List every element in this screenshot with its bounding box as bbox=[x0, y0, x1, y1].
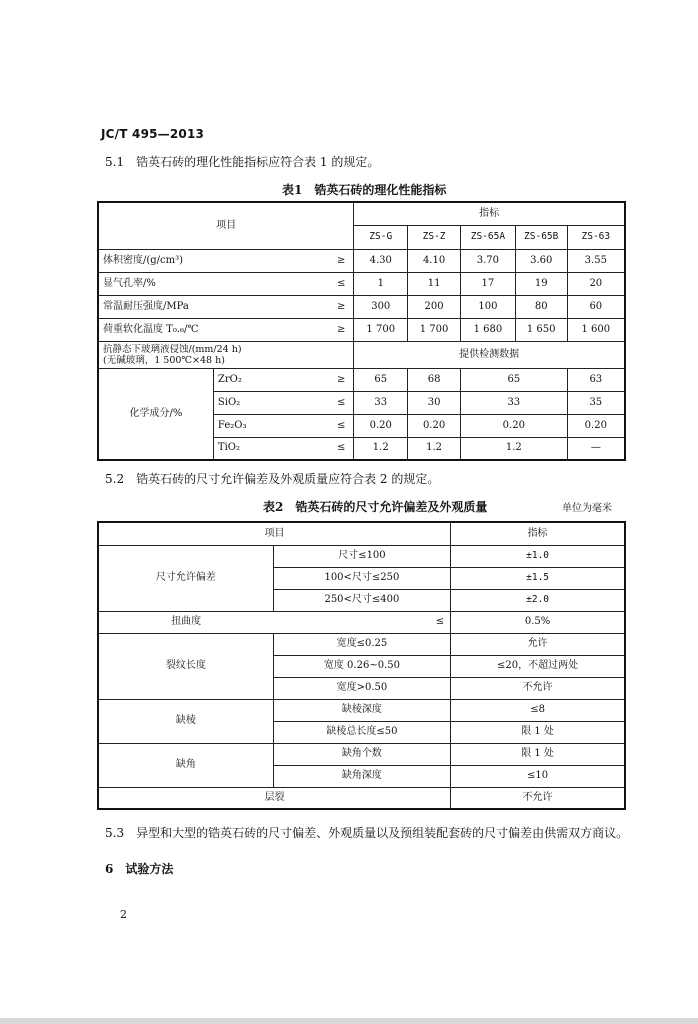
table1-caption: 表1 锆英石砖的理化性能指标 bbox=[282, 183, 447, 197]
t1-cell: 1 bbox=[354, 272, 408, 295]
t1-grade: ZS-65A bbox=[460, 225, 515, 249]
t1-cell: 200 bbox=[408, 295, 461, 318]
t1-cell: 17 bbox=[460, 272, 515, 295]
table-row bbox=[98, 249, 625, 272]
standard-code: JC/T 495—2013 bbox=[101, 127, 205, 141]
t1-cell: 63 bbox=[567, 368, 625, 391]
t1-cell: 100 bbox=[460, 295, 515, 318]
t1-row-label: 显气孔率/% bbox=[98, 272, 298, 295]
t1-cell: 1 600 bbox=[567, 318, 625, 341]
t2-header-item: 项目 bbox=[98, 522, 451, 545]
t1-grade: ZS-G bbox=[354, 225, 408, 249]
t2-warp-label: 扭曲度 bbox=[98, 611, 273, 633]
table2-dimensions bbox=[97, 521, 626, 810]
t1-cell: 33 bbox=[460, 391, 567, 414]
t2-cond: 250<尺寸≤400 bbox=[273, 589, 450, 611]
table-row bbox=[98, 295, 625, 318]
t1-chem-name: SiO₂ bbox=[213, 391, 298, 414]
t2-val: 允许 bbox=[451, 633, 625, 655]
t1-cell: 0.20 bbox=[408, 414, 461, 437]
t1-header-item: 项目 bbox=[98, 202, 354, 249]
t1-row-sym: ≥ bbox=[298, 249, 354, 272]
clause-5-3: 5.3 异型和大型的锆英石砖的尺寸偏差、外观质量以及预组装配套砖的尺寸偏差由供需双方商议。 bbox=[105, 826, 629, 840]
t1-row-label: 荷重软化温度 T₀.₆/℃ bbox=[98, 318, 298, 341]
table-row bbox=[98, 787, 625, 809]
t2-val: 不允许 bbox=[451, 677, 625, 699]
table2-caption: 表2 锆英石砖的尺寸允许偏差及外观质量 bbox=[263, 500, 488, 514]
t2-val: ±1.0 bbox=[451, 545, 625, 567]
t1-cell: 60 bbox=[567, 295, 625, 318]
table-row bbox=[98, 368, 625, 391]
t1-grade: ZS-Z bbox=[408, 225, 461, 249]
t1-erosion-label-line1: 抗静态下玻璃液侵蚀/(mm/24 h) bbox=[103, 343, 242, 355]
t1-cell: — bbox=[567, 437, 625, 460]
t1-grade: ZS-65B bbox=[515, 225, 567, 249]
t1-cell: 1 680 bbox=[460, 318, 515, 341]
t2-lam-label: 层裂 bbox=[98, 787, 451, 809]
t1-cell: 4.10 bbox=[408, 249, 461, 272]
t1-grade: ZS-63 bbox=[567, 225, 625, 249]
section-6-heading: 6 试验方法 bbox=[105, 862, 174, 876]
t1-cell: 19 bbox=[515, 272, 567, 295]
t2-cond: 缺角深度 bbox=[273, 765, 450, 787]
t1-erosion-label bbox=[98, 341, 354, 368]
t2-warp-val: 0.5% bbox=[451, 611, 625, 633]
t1-cell: 30 bbox=[408, 391, 461, 414]
t1-chem-name: Fe₂O₃ bbox=[213, 414, 298, 437]
t2-val: 限 1 处 bbox=[451, 743, 625, 765]
t2-crack-label: 裂纹长度 bbox=[98, 633, 273, 699]
t2-val: ≤8 bbox=[451, 699, 625, 721]
t1-cell: 300 bbox=[354, 295, 408, 318]
t1-cell: 1 700 bbox=[408, 318, 461, 341]
table-row bbox=[98, 272, 625, 295]
table-row bbox=[98, 743, 625, 765]
page-number: 2 bbox=[120, 908, 127, 921]
scan-edge bbox=[0, 1018, 698, 1024]
t1-cell: 1 700 bbox=[354, 318, 408, 341]
table2-unit: 单位为毫米 bbox=[562, 503, 612, 514]
t1-cell: 0.20 bbox=[567, 414, 625, 437]
table1-physicochemical bbox=[97, 201, 626, 461]
t1-chem-name: TiO₂ bbox=[213, 437, 298, 460]
table-row bbox=[98, 699, 625, 721]
t1-cell: 35 bbox=[567, 391, 625, 414]
t2-header-index: 指标 bbox=[451, 522, 625, 545]
t1-erosion-label-line2: (无碱玻璃，1 500℃×48 h) bbox=[103, 354, 225, 366]
t2-warp-sym: ≤ bbox=[273, 611, 450, 633]
t2-edge-label: 缺棱 bbox=[98, 699, 273, 743]
t1-chem-sym: ≤ bbox=[298, 437, 354, 460]
clause-5-1: 5.1 锆英石砖的理化性能指标应符合表 1 的规定。 bbox=[105, 155, 380, 169]
t1-cell: 0.20 bbox=[354, 414, 408, 437]
t2-cond: 宽度 0.26~0.50 bbox=[273, 655, 450, 677]
t1-row-sym: ≥ bbox=[298, 295, 354, 318]
t1-chem-sym: ≥ bbox=[298, 368, 354, 391]
t1-chem-sym: ≤ bbox=[298, 391, 354, 414]
t1-cell: 1.2 bbox=[408, 437, 461, 460]
t2-corner-label: 缺角 bbox=[98, 743, 273, 787]
t1-cell: 65 bbox=[460, 368, 567, 391]
t1-header-index: 指标 bbox=[354, 202, 625, 225]
table-row bbox=[98, 545, 625, 567]
t1-row-sym: ≤ bbox=[298, 272, 354, 295]
t2-val: ±2.0 bbox=[451, 589, 625, 611]
t2-cond: 宽度≤0.25 bbox=[273, 633, 450, 655]
t1-row-sym: ≥ bbox=[298, 318, 354, 341]
t1-cell: 3.70 bbox=[460, 249, 515, 272]
t2-cond: 尺寸≤100 bbox=[273, 545, 450, 567]
t2-val: ≤10 bbox=[451, 765, 625, 787]
t1-cell: 33 bbox=[354, 391, 408, 414]
t1-cell: 68 bbox=[408, 368, 461, 391]
table-row bbox=[98, 341, 625, 368]
t1-cell: 1.2 bbox=[354, 437, 408, 460]
t2-cond: 缺角个数 bbox=[273, 743, 450, 765]
t1-cell: 1 650 bbox=[515, 318, 567, 341]
t1-cell: 65 bbox=[354, 368, 408, 391]
table-row bbox=[98, 611, 625, 633]
table-row bbox=[98, 633, 625, 655]
t1-erosion-value: 提供检测数据 bbox=[354, 341, 625, 368]
t1-cell: 80 bbox=[515, 295, 567, 318]
t1-chem-sym: ≤ bbox=[298, 414, 354, 437]
t2-val: ≤20，不超过两处 bbox=[451, 655, 625, 677]
t2-lam-val: 不允许 bbox=[451, 787, 625, 809]
t1-chem-name: ZrO₂ bbox=[213, 368, 298, 391]
t2-cond: 100<尺寸≤250 bbox=[273, 567, 450, 589]
t1-cell: 1.2 bbox=[460, 437, 567, 460]
t1-cell: 11 bbox=[408, 272, 461, 295]
t1-row-label: 体积密度/(g/cm³) bbox=[98, 249, 298, 272]
t1-chem-label: 化学成分/% bbox=[98, 368, 213, 460]
t1-cell: 0.20 bbox=[460, 414, 567, 437]
t2-val: ±1.5 bbox=[451, 567, 625, 589]
clause-5-2: 5.2 锆英石砖的尺寸允许偏差及外观质量应符合表 2 的规定。 bbox=[105, 472, 440, 486]
t1-cell: 4.30 bbox=[354, 249, 408, 272]
t2-cond: 宽度>0.50 bbox=[273, 677, 450, 699]
table-row bbox=[98, 318, 625, 341]
t2-size-label: 尺寸允许偏差 bbox=[98, 545, 273, 611]
t1-row-label: 常温耐压强度/MPa bbox=[98, 295, 298, 318]
t2-cond: 缺棱深度 bbox=[273, 699, 450, 721]
t1-cell: 20 bbox=[567, 272, 625, 295]
t1-cell: 3.60 bbox=[515, 249, 567, 272]
t2-val: 限 1 处 bbox=[451, 721, 625, 743]
t1-cell: 3.55 bbox=[567, 249, 625, 272]
t2-cond: 缺棱总长度≤50 bbox=[273, 721, 450, 743]
